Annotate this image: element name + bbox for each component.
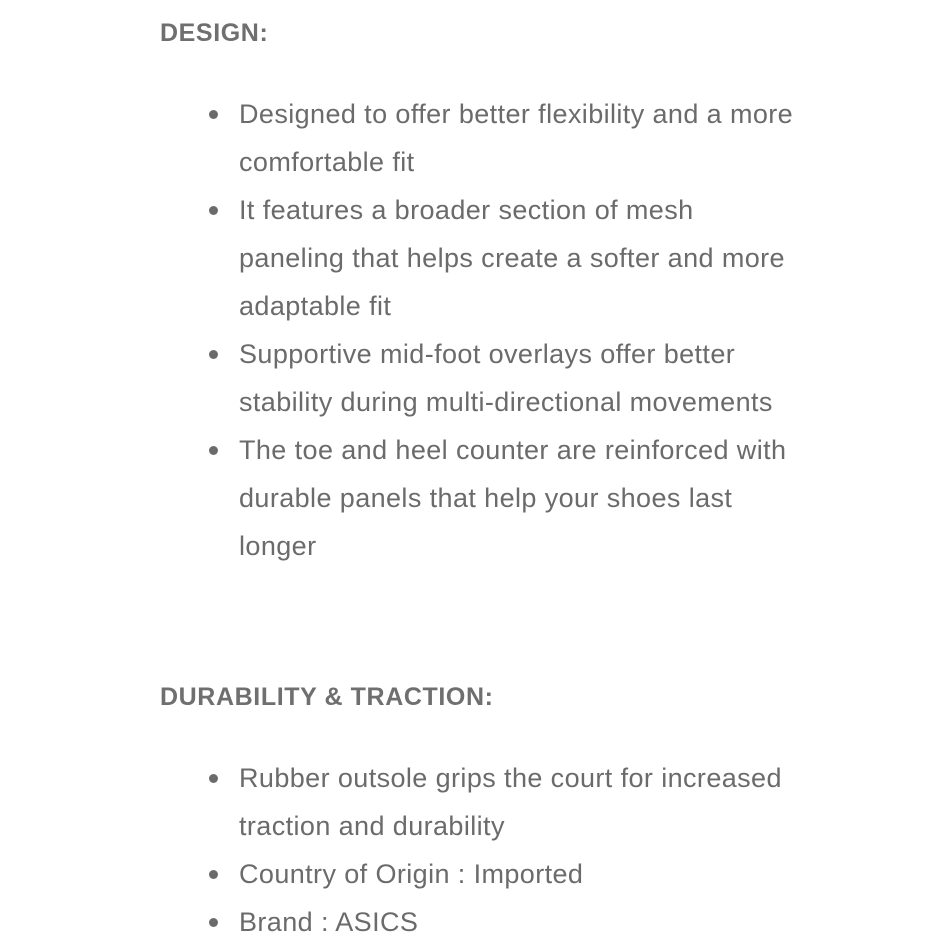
list-item [160,898,799,946]
bullet-icon [209,918,218,927]
bullet-icon [209,350,218,359]
list-item-text: Rubber outsole grips the court for increased traction and durability [239,763,782,841]
design-feature-list [160,90,820,570]
list-item [160,90,799,186]
bullet-icon [209,774,218,783]
list-item-text: Brand : ASICS [239,907,419,937]
list-item-text: It features a broader section of mesh paneling that helps create a softer and more adaptable fit [239,195,785,321]
bullet-icon [209,206,218,215]
list-item-text: Designed to offer better flexibility and a more comfortable fit [239,99,794,177]
list-item-text: Supportive mid-foot overlays offer better stability during multi-directional movements [239,339,773,417]
durability-feature-list [160,754,820,946]
list-item [160,186,799,330]
list-item-text: Country of Origin : Imported [239,859,584,889]
list-item [160,754,799,850]
section-heading-durability-traction: DURABILITY & TRACTION: [160,683,494,711]
bullet-icon [209,110,218,119]
list-item-text: The toe and heel counter are reinforced with durable panels that help your shoes last longer [239,435,787,561]
bullet-icon [209,446,218,455]
list-item [160,850,799,898]
section-heading-design: DESIGN: [160,19,269,47]
bullet-icon [209,870,218,879]
list-item [160,330,799,426]
list-item [160,426,799,570]
